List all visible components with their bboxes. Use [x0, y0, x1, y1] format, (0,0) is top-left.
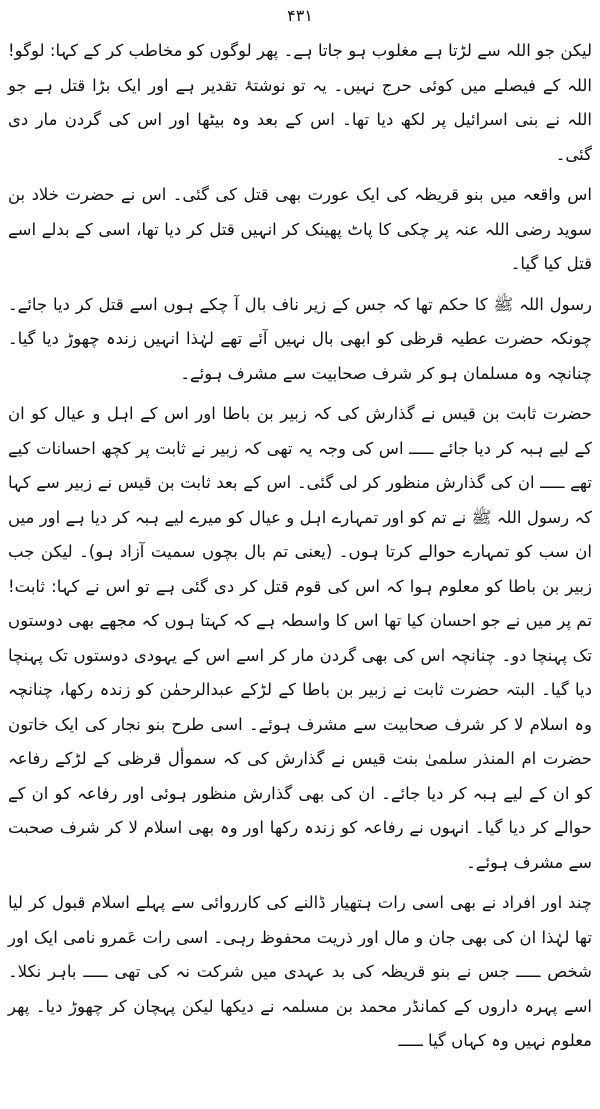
paragraph-5: چند اور افراد نے بھی اسی رات ہتھیار ڈالنے کی کارروائی سے پہلے اسلام قبول کر لیا تھا لہٰذا ان کی بھی جان و مال اور ذریت محفوظ رہی۔ اسی رات عَمرو نامی ایک اور شخص ـــــ جس نے بنو قریظہ کی بد عہدی میں شرکت نہ کی تھی ـــــ باہر نکلا۔ اسے پہرہ داروں کے کمانڈر محمد بن مسلمہ نے دیکھا لیکن پہچان کر چھوڑ دیا۔ پھر معلوم نہیں وہ کہاں گیا ـــــ: [8, 893, 592, 1050]
paragraph-2: اس واقعہ میں بنو قریظہ کی ایک عورت بھی قتل کی گئی۔ اس نے حضرت خلاد بن سوید رضی اللہ عنہ پر چکی کا پاٹ پھینک کر انہیں قتل کر دیا تھا، اسی کے بدلے اسے قتل کیا گیا۔: [8, 185, 592, 273]
paragraph-4: حضرت ثابت بن قیس نے گذارش کی کہ زبیر بن باطا اور اس کے اہل و عیال کو ان کے لیے ہبہ کر دیا جائے ـــــ اس کی وجہ یہ تھی کہ زبیر نے ثابت پر کچھ احسانات کیے تھے ـــــ ان کی گذارش منظور کر لی گئی۔ اس کے بعد ثابت بن قیس نے زبیر سے کہا کہ رسول اللہ ﷺ نے تم کو اور تمہارے اہل و عیال کو میرے لیے ہبہ کر دیا ہے اور میں ان سب کو تمہارے حوالے کرتا ہوں۔ (یعنی تم بال بچوں سمیت آزاد ہو)۔ لیکن جب زبیر بن باطا کو معلوم ہوا کہ اس کی قوم قتل کر دی گئی ہے تو اس نے کہا: ثابت! تم پر میں نے جو احسان کیا تھا اس کا واسطہ ہے کہ کہتا ہوں کہ مجھے بھی دوستوں تک پہنچا دو۔ چنانچہ اس کی بھی گردن مار کر اسے اس کے یہودی دوستوں تک پہنچا دیا گیا۔ البتہ حضرت ثابت نے زبیر بن باطا کے لڑکے عبدالرحمٰن کو زندہ رکھا، چنانچہ وہ اسلام لا کر شرف صحابیت سے مشرف ہوئے۔ اسی طرح بنو نجار کی ایک خاتون حضرت ام المنذر سلمیٰ بنت قیس نے گذارش کی کہ سموأل قرظی کے لڑکے رفاعہ کو ان کے لیے ہبہ کر دیا جائے۔ ان کی بھی گذارش منظور ہوئی اور رفاعہ کو ان کے حوالے کر دیا گیا۔ انہوں نے رفاعہ کو زندہ رکھا اور وہ بھی اسلام لا کر شرف صحبت سے مشرف ہوئے۔: [8, 404, 592, 872]
page-body: [8, 34, 592, 1059]
paragraph-1: لیکن جو اللہ سے لڑتا ہے مغلوب ہو جاتا ہے۔ پھر لوگوں کو مخاطب کر کے کہا: لوگو! اللہ کے فیصلے میں کوئی حرج نہیں۔ یہ تو نوشتۂ تقدیر ہے اور ایک بڑا قتل ہے جو اللہ نے بنی اسرائیل پر لکھ دیا تھا۔ اس کے بعد وہ بیٹھا اور اس کی گردن مار دی گئی۔: [8, 41, 592, 164]
page-number: ۴۳۱: [287, 6, 313, 25]
paragraph-3: رسول اللہ ﷺ کا حکم تھا کہ جس کے زیر ناف بال آ چکے ہوں اسے قتل کر دیا جائے۔ چونکہ حضرت عطیہ قرظی کو ابھی بال نہیں آئے تھے لہٰذا انہیں زندہ چھوڑ دیا گیا۔ چنانچہ وہ مسلمان ہو کر شرف صحابیت سے مشرف ہوئے۔: [8, 294, 592, 383]
